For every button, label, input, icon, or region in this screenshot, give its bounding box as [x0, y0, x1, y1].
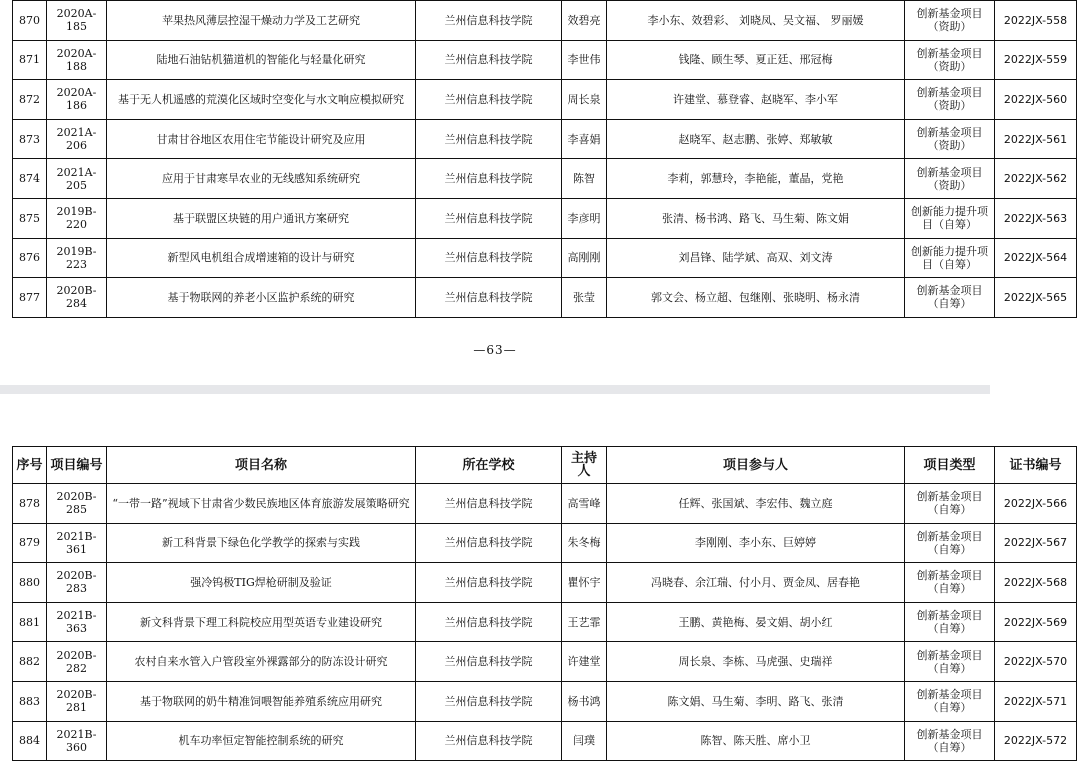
cell-project-name: 甘肃甘谷地区农用住宅节能设计研究及应用	[107, 119, 416, 159]
cell-school: 兰州信息科技学院	[416, 563, 562, 603]
cell-host: 朱冬梅	[562, 523, 607, 563]
cell-project-name: 农村自来水管入户管段室外裸露部分的防冻设计研究	[107, 642, 416, 682]
table-row	[13, 278, 1077, 318]
cell-serial: 878	[13, 484, 47, 524]
cell-school: 兰州信息科技学院	[416, 642, 562, 682]
cell-project-name: 机车功率恒定智能控制系统的研究	[107, 721, 416, 761]
cell-serial: 884	[13, 721, 47, 761]
cell-project-type: 创新基金项目（自筹）	[905, 602, 995, 642]
cell-school: 兰州信息科技学院	[416, 1, 562, 41]
cell-project-type: 创新能力提升项目（自筹）	[905, 198, 995, 238]
cell-certificate-no: 2022JX-571	[995, 681, 1077, 721]
cell-serial: 870	[13, 1, 47, 41]
cell-project-code: 2020A-186	[47, 80, 107, 120]
header-type: 项目类型	[905, 447, 995, 484]
cell-host: 效碧亮	[562, 1, 607, 41]
cell-host: 李喜娟	[562, 119, 607, 159]
cell-project-type: 创新基金项目（资助）	[905, 40, 995, 80]
cell-host: 李彦明	[562, 198, 607, 238]
cell-host: 陈智	[562, 159, 607, 199]
cell-school: 兰州信息科技学院	[416, 198, 562, 238]
cell-project-type: 创新基金项目（自筹）	[905, 681, 995, 721]
cell-project-code: 2020A-188	[47, 40, 107, 80]
cell-certificate-no: 2022JX-569	[995, 602, 1077, 642]
cell-participants: 陈智、陈天胜、席小卫	[607, 721, 905, 761]
cell-project-type: 创新基金项目（自筹）	[905, 563, 995, 603]
cell-host: 杨书鸿	[562, 681, 607, 721]
cell-project-code: 2019B-220	[47, 198, 107, 238]
cell-certificate-no: 2022JX-568	[995, 563, 1077, 603]
page-64	[0, 394, 1068, 770]
cell-project-name: 新型风电机组合成增速箱的设计与研究	[107, 238, 416, 278]
table-row	[13, 602, 1077, 642]
cell-serial: 874	[13, 159, 47, 199]
cell-project-code: 2020B-285	[47, 484, 107, 524]
cell-host: 李世伟	[562, 40, 607, 80]
cell-project-name: 新工科背景下绿色化学教学的探索与实践	[107, 523, 416, 563]
cell-project-code: 2020B-281	[47, 681, 107, 721]
cell-participants: 周长泉、李栋、马虎强、史瑞祥	[607, 642, 905, 682]
cell-host: 闫璞	[562, 721, 607, 761]
page-63	[0, 0, 1068, 385]
table-row	[13, 198, 1077, 238]
table-row	[13, 80, 1077, 120]
cell-participants: 李莉，郭慧玲，李艳能，董晶，党艳	[607, 159, 905, 199]
table-row	[13, 238, 1077, 278]
cell-certificate-no: 2022JX-564	[995, 238, 1077, 278]
cell-project-name: 基于无人机遥感的荒漠化区域时空变化与水文响应模拟研究	[107, 80, 416, 120]
cell-school: 兰州信息科技学院	[416, 681, 562, 721]
table-row	[13, 721, 1077, 761]
table-row	[13, 1, 1077, 41]
cell-school: 兰州信息科技学院	[416, 80, 562, 120]
cell-serial: 877	[13, 278, 47, 318]
cell-project-code: 2020B-284	[47, 278, 107, 318]
cell-project-code: 2020B-282	[47, 642, 107, 682]
cell-project-name: 强冷钨极TIG焊枪研制及验证	[107, 563, 416, 603]
cell-serial: 875	[13, 198, 47, 238]
cell-certificate-no: 2022JX-562	[995, 159, 1077, 199]
cell-project-type: 创新基金项目（资助）	[905, 80, 995, 120]
cell-project-code: 2020A-185	[47, 1, 107, 41]
cell-project-name: 陆地石油钻机猫道机的智能化与轻量化研究	[107, 40, 416, 80]
cell-school: 兰州信息科技学院	[416, 238, 562, 278]
cell-project-name: “一带一路”视域下甘肃省少数民族地区体育旅游发展策略研究	[107, 484, 416, 524]
cell-project-type: 创新基金项目（资助）	[905, 159, 995, 199]
cell-project-code: 2019B-223	[47, 238, 107, 278]
cell-project-type: 创新基金项目（自筹）	[905, 642, 995, 682]
cell-certificate-no: 2022JX-567	[995, 523, 1077, 563]
cell-project-type: 创新基金项目（自筹）	[905, 523, 995, 563]
cell-participants: 李刚刚、李小东、巨婷婷	[607, 523, 905, 563]
cell-certificate-no: 2022JX-563	[995, 198, 1077, 238]
table-row	[13, 40, 1077, 80]
cell-certificate-no: 2022JX-566	[995, 484, 1077, 524]
cell-school: 兰州信息科技学院	[416, 602, 562, 642]
cell-participants: 冯晓春、余江瑞、付小月、贾金凤、居春艳	[607, 563, 905, 603]
cell-project-code: 2021B-360	[47, 721, 107, 761]
cell-certificate-no: 2022JX-565	[995, 278, 1077, 318]
cell-serial: 873	[13, 119, 47, 159]
cell-serial: 883	[13, 681, 47, 721]
cell-project-type: 创新基金项目（自筹）	[905, 278, 995, 318]
header-host: 主持人	[562, 447, 607, 484]
header-school: 所在学校	[416, 447, 562, 484]
table-row	[13, 159, 1077, 199]
cell-participants: 陈文娟、马生菊、李明、路飞、张清	[607, 681, 905, 721]
table-row	[13, 119, 1077, 159]
cell-participants: 郭文会、杨立超、包继刚、张晓明、杨永清	[607, 278, 905, 318]
cell-school: 兰州信息科技学院	[416, 159, 562, 199]
cell-school: 兰州信息科技学院	[416, 523, 562, 563]
cell-serial: 882	[13, 642, 47, 682]
cell-project-type: 创新能力提升项目（自筹）	[905, 238, 995, 278]
table-row	[13, 563, 1077, 603]
table-row	[13, 484, 1077, 524]
table-row	[13, 523, 1077, 563]
cell-serial: 872	[13, 80, 47, 120]
cell-project-name: 苹果热风薄层控湿干燥动力学及工艺研究	[107, 1, 416, 41]
cell-host: 高雪峰	[562, 484, 607, 524]
cell-project-type: 创新基金项目（自筹）	[905, 484, 995, 524]
cell-host: 张莹	[562, 278, 607, 318]
cell-host: 王艺霏	[562, 602, 607, 642]
page-number: —63—	[473, 343, 517, 357]
table-row	[13, 681, 1077, 721]
cell-host: 瞿怀宇	[562, 563, 607, 603]
header-no: 序号	[13, 447, 47, 484]
table-row	[13, 642, 1077, 682]
cell-project-name: 应用于甘肃寒旱农业的无线感知系统研究	[107, 159, 416, 199]
cell-participants: 任辉、张国斌、李宏伟、魏立庭	[607, 484, 905, 524]
cell-certificate-no: 2022JX-558	[995, 1, 1077, 41]
cell-project-name: 新文科背景下理工科院校应用型英语专业建设研究	[107, 602, 416, 642]
cell-school: 兰州信息科技学院	[416, 40, 562, 80]
cell-participants: 刘昌锋、陆学斌、高双、刘文涛	[607, 238, 905, 278]
cell-serial: 881	[13, 602, 47, 642]
project-table-page-63	[12, 0, 1077, 318]
header-cert: 证书编号	[995, 447, 1077, 484]
cell-project-type: 创新基金项目（资助）	[905, 119, 995, 159]
cell-host: 周长泉	[562, 80, 607, 120]
cell-certificate-no: 2022JX-560	[995, 80, 1077, 120]
cell-project-name: 基于物联网的奶牛精准饲喂智能养殖系统应用研究	[107, 681, 416, 721]
cell-project-code: 2021A-206	[47, 119, 107, 159]
cell-serial: 871	[13, 40, 47, 80]
cell-host: 许建堂	[562, 642, 607, 682]
cell-serial: 879	[13, 523, 47, 563]
cell-participants: 赵晓军、赵志鹏、张婷、郑敏敏	[607, 119, 905, 159]
cell-certificate-no: 2022JX-561	[995, 119, 1077, 159]
cell-project-type: 创新基金项目（自筹）	[905, 721, 995, 761]
cell-project-name: 基于物联网的养老小区监护系统的研究	[107, 278, 416, 318]
cell-certificate-no: 2022JX-572	[995, 721, 1077, 761]
cell-participants: 王鹏、黄艳梅、晏文娟、胡小红	[607, 602, 905, 642]
cell-school: 兰州信息科技学院	[416, 278, 562, 318]
cell-school: 兰州信息科技学院	[416, 484, 562, 524]
page-separator	[0, 385, 990, 394]
cell-project-code: 2020B-283	[47, 563, 107, 603]
cell-project-code: 2021B-363	[47, 602, 107, 642]
cell-participants: 许建堂、慕登睿、赵晓军、李小军	[607, 80, 905, 120]
cell-certificate-no: 2022JX-570	[995, 642, 1077, 682]
cell-certificate-no: 2022JX-559	[995, 40, 1077, 80]
cell-school: 兰州信息科技学院	[416, 721, 562, 761]
cell-serial: 880	[13, 563, 47, 603]
cell-project-name: 基于联盟区块链的用户通讯方案研究	[107, 198, 416, 238]
table-header-row	[13, 447, 1077, 484]
cell-project-code: 2021B-361	[47, 523, 107, 563]
header-name: 项目名称	[107, 447, 416, 484]
project-table-page-64	[12, 446, 1077, 761]
cell-project-type: 创新基金项目（资助）	[905, 1, 995, 41]
cell-participants: 张清、杨书鸿、路飞、马生菊、陈文娟	[607, 198, 905, 238]
header-code: 项目编号	[47, 447, 107, 484]
cell-host: 高刚刚	[562, 238, 607, 278]
cell-participants: 钱隆、顾生琴、夏正廷、邢冠梅	[607, 40, 905, 80]
cell-participants: 李小东、效碧彩、 刘晓凤、吴文福、 罗丽媛	[607, 1, 905, 41]
cell-school: 兰州信息科技学院	[416, 119, 562, 159]
cell-serial: 876	[13, 238, 47, 278]
header-members: 项目参与人	[607, 447, 905, 484]
cell-project-code: 2021A-205	[47, 159, 107, 199]
